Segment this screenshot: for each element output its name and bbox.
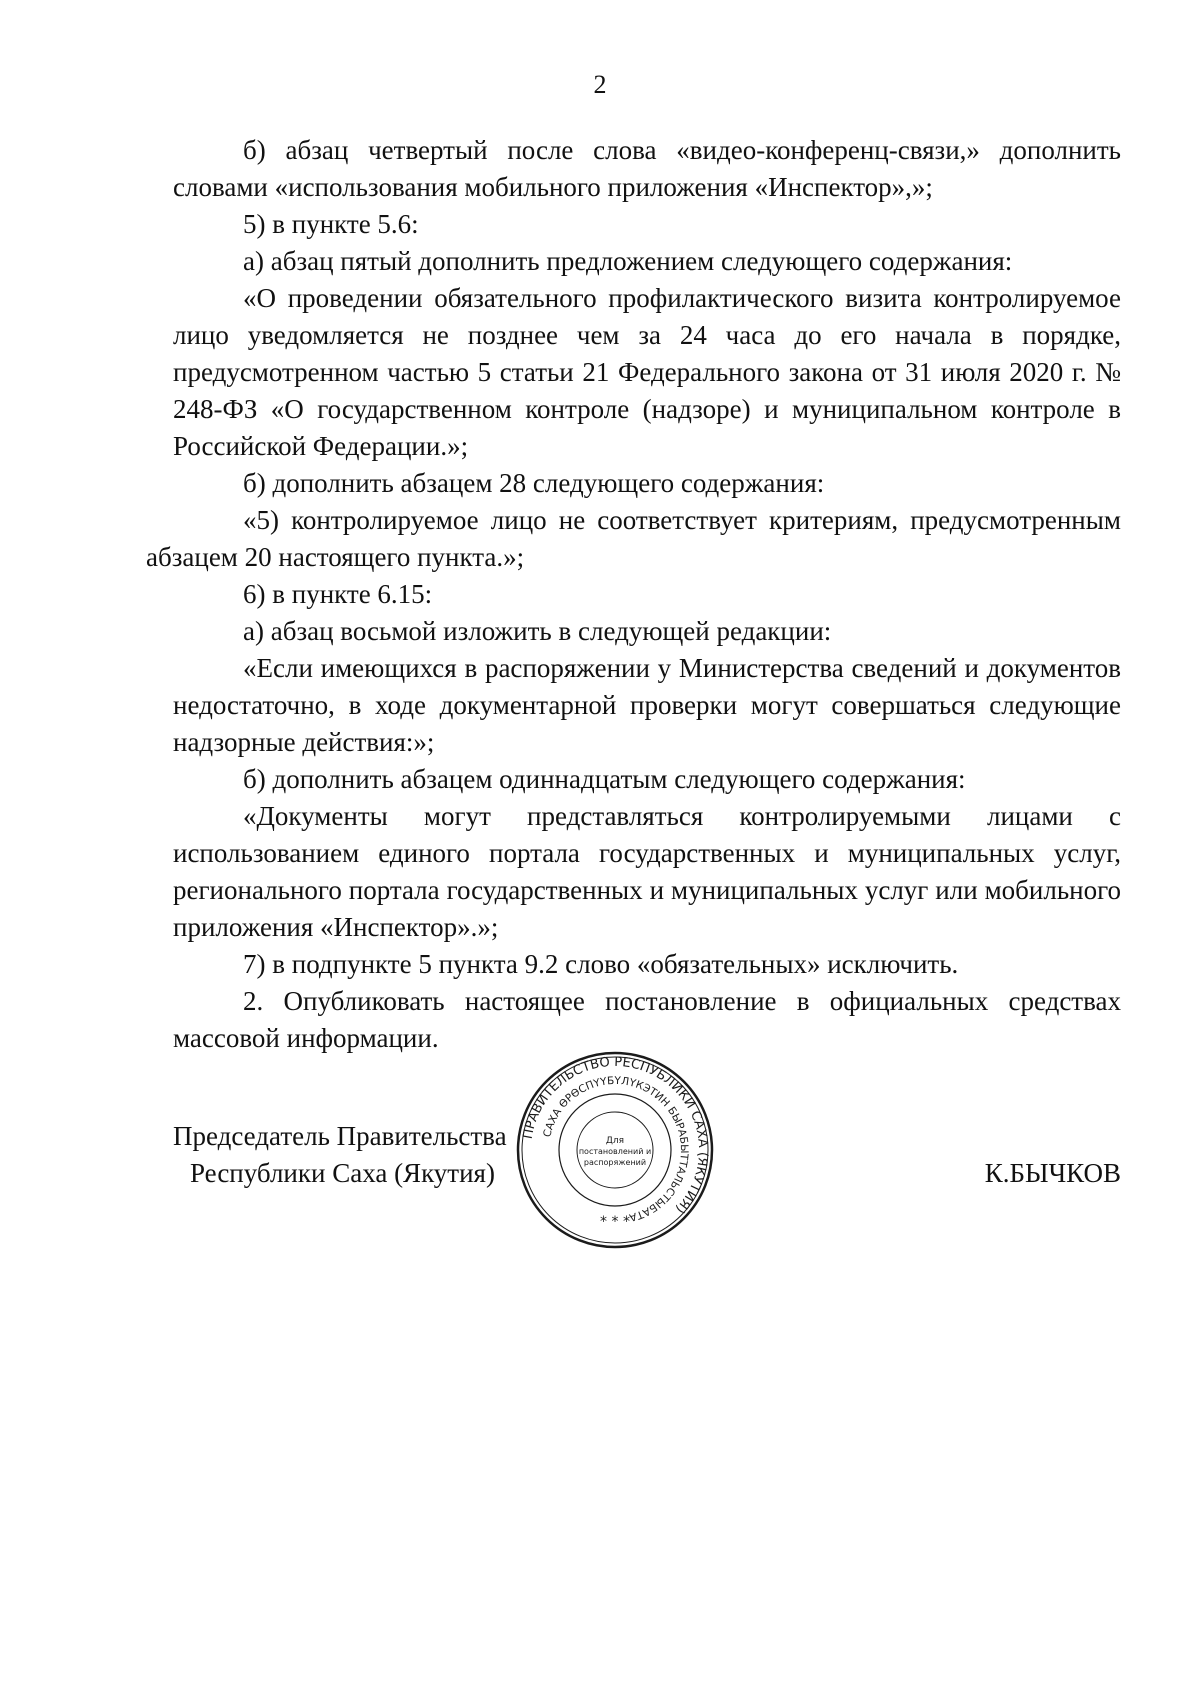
- paragraph: 6) в пункте 6.15:: [243, 579, 433, 609]
- official-seal-stamp: [515, 1050, 715, 1250]
- paragraph: 2. Опубликовать настоящее постановление в официальных средствах массовой информации.: [173, 986, 1121, 1053]
- document-body: [146, 132, 1121, 1057]
- paragraph: а) абзац пятый дополнить предложением следующего содержания:: [243, 246, 1013, 276]
- seal-inner-text: САХА ӨРӨСПҮҮБҮЛҮКЭТИН БЫРАБЫТТАЛЬСТЫБАТА: [541, 1074, 691, 1224]
- paragraph: «Документы могут представляться контролируемыми лицами с использованием единого портала государственных и муниципальных услуг, регионального портала государственных и муниципальных услуг или мобильного приложения «Инспектор».»;: [173, 801, 1121, 942]
- seal-graphic: [515, 1050, 715, 1250]
- seal-center-line3: распоряжений: [583, 1158, 647, 1167]
- paragraph: «5) контролируемое лицо не соответствует критериям, предусмотренным абзацем 20 настоящего пункта.»;: [146, 505, 1121, 572]
- signatory-title-line2: Республики Саха (Якутия): [190, 1158, 495, 1188]
- paragraph: 5) в пункте 5.6:: [243, 209, 419, 239]
- paragraph: б) дополнить абзацем одиннадцатым следующего содержания:: [243, 764, 966, 794]
- paragraph: а) абзац восьмой изложить в следующей редакции:: [243, 616, 832, 646]
- signatory-name: К.БЫЧКОВ: [984, 1158, 1121, 1188]
- paragraph: б) абзац четвертый после слова «видео-конференц-связи,» дополнить словами «использования мобильного приложения «Инспектор»,»;: [173, 135, 1121, 202]
- paragraph: б) дополнить абзацем 28 следующего содержания:: [243, 468, 825, 498]
- seal-stars: * * *: [600, 1214, 630, 1230]
- page-number: 2: [593, 70, 607, 99]
- signatory-title-line1: Председатель Правительства: [173, 1121, 507, 1151]
- seal-outer-text: ПРАВИТЕЛЬСТВО РЕСПУБЛИКИ САХА (ЯКУТИЯ): [520, 1054, 711, 1217]
- paragraph: «О проведении обязательного профилактического визита контролируемое лицо уведомляется не позднее чем за 24 часа до его начала в порядке, предусмотренном частью 5 статьи 21 Федерального закона от 31 июля 2020 г. № 248-ФЗ «О государственном контроле (надзоре) и муниципальном контроле в Российской Федерации.»;: [173, 283, 1121, 461]
- paragraph: «Если имеющихся в распоряжении у Министерства сведений и документов недостаточно, в ходе документарной проверки могут совершаться следующие надзорные действия:»;: [173, 653, 1121, 757]
- seal-center-line1: Для: [605, 1136, 625, 1146]
- seal-center-line2: постановлений и: [578, 1147, 652, 1156]
- paragraph: 7) в подпункте 5 пункта 9.2 слово «обязательных» исключить.: [243, 949, 959, 979]
